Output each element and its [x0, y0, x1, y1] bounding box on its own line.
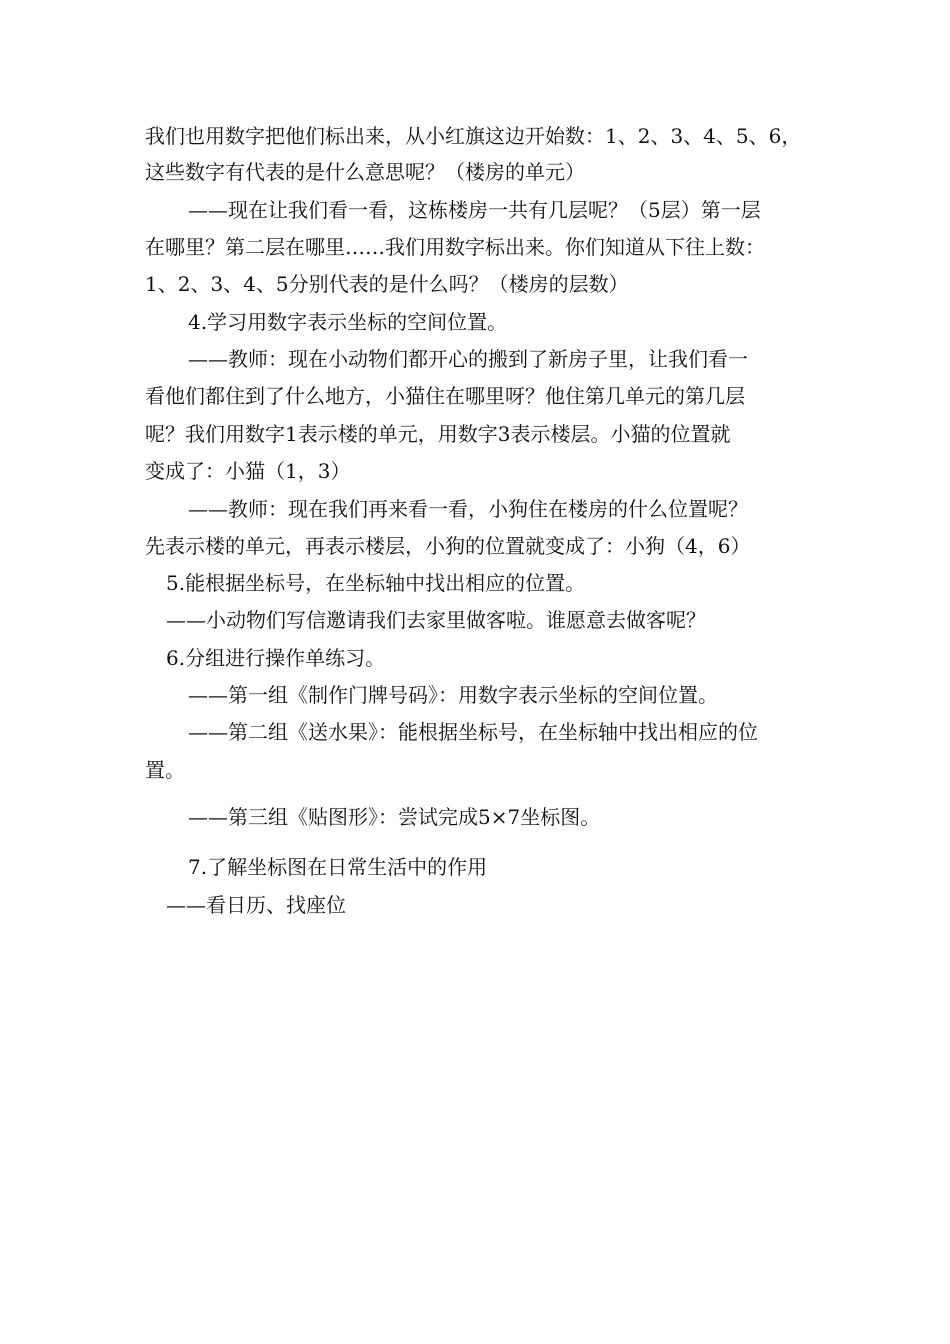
paragraph-line: 先表示楼的单元，再表示楼层，小狗的位置就变成了：小狗（4，6）: [145, 534, 751, 558]
section-heading: 6.分组进行操作单练习。: [166, 646, 386, 670]
paragraph-line: 置。: [145, 758, 185, 782]
paragraph-line: ——看日历、找座位: [166, 893, 346, 917]
section-heading: 4.学习用数字表示坐标的空间位置。: [188, 310, 508, 334]
section-heading: 5.能根据坐标号，在坐标轴中找出相应的位置。: [166, 571, 586, 595]
paragraph-line: ——教师：现在小动物们都开心的搬到了新房子里，让我们看一: [188, 347, 748, 371]
paragraph-line: 呢？我们用数字1表示楼的单元，用数字3表示楼层。小猫的位置就: [145, 422, 731, 446]
paragraph-line: ——小动物们写信邀请我们去家里做客啦。谁愿意去做客呢？: [166, 608, 706, 632]
paragraph-line: 1、2、3、4、5分别代表的是什么吗？（楼房的层数）: [145, 272, 629, 296]
paragraph-line: ——教师：现在我们再来看一看，小狗住在楼房的什么位置呢？: [188, 497, 748, 521]
paragraph-line: 在哪里？第二层在哪里……我们用数字标出来。你们知道从下往上数：: [145, 235, 765, 259]
paragraph-line: ——第一组《制作门牌号码》：用数字表示坐标的空间位置。: [188, 683, 718, 707]
section-heading: 7.了解坐标图在日常生活中的作用: [188, 855, 488, 879]
paragraph-line: 我们也用数字把他们标出来，从小红旗这边开始数：1、2、3、4、5、6，: [145, 124, 802, 148]
paragraph-line: ——现在让我们看一看，这栋楼房一共有几层呢？（5层）第一层: [188, 198, 761, 222]
paragraph-line: ——第三组《贴图形》：尝试完成5×7坐标图。: [188, 805, 601, 829]
paragraph-line: 变成了：小猫（1，3）: [145, 459, 351, 483]
paragraph-line: 这些数字有代表的是什么意思呢？（楼房的单元）: [145, 160, 585, 184]
paragraph-line: ——第二组《送水果》：能根据坐标号，在坐标轴中找出相应的位: [188, 720, 758, 744]
paragraph-line: 看他们都住到了什么地方，小猫住在哪里呀？他住第几单元的第几层: [145, 384, 745, 408]
